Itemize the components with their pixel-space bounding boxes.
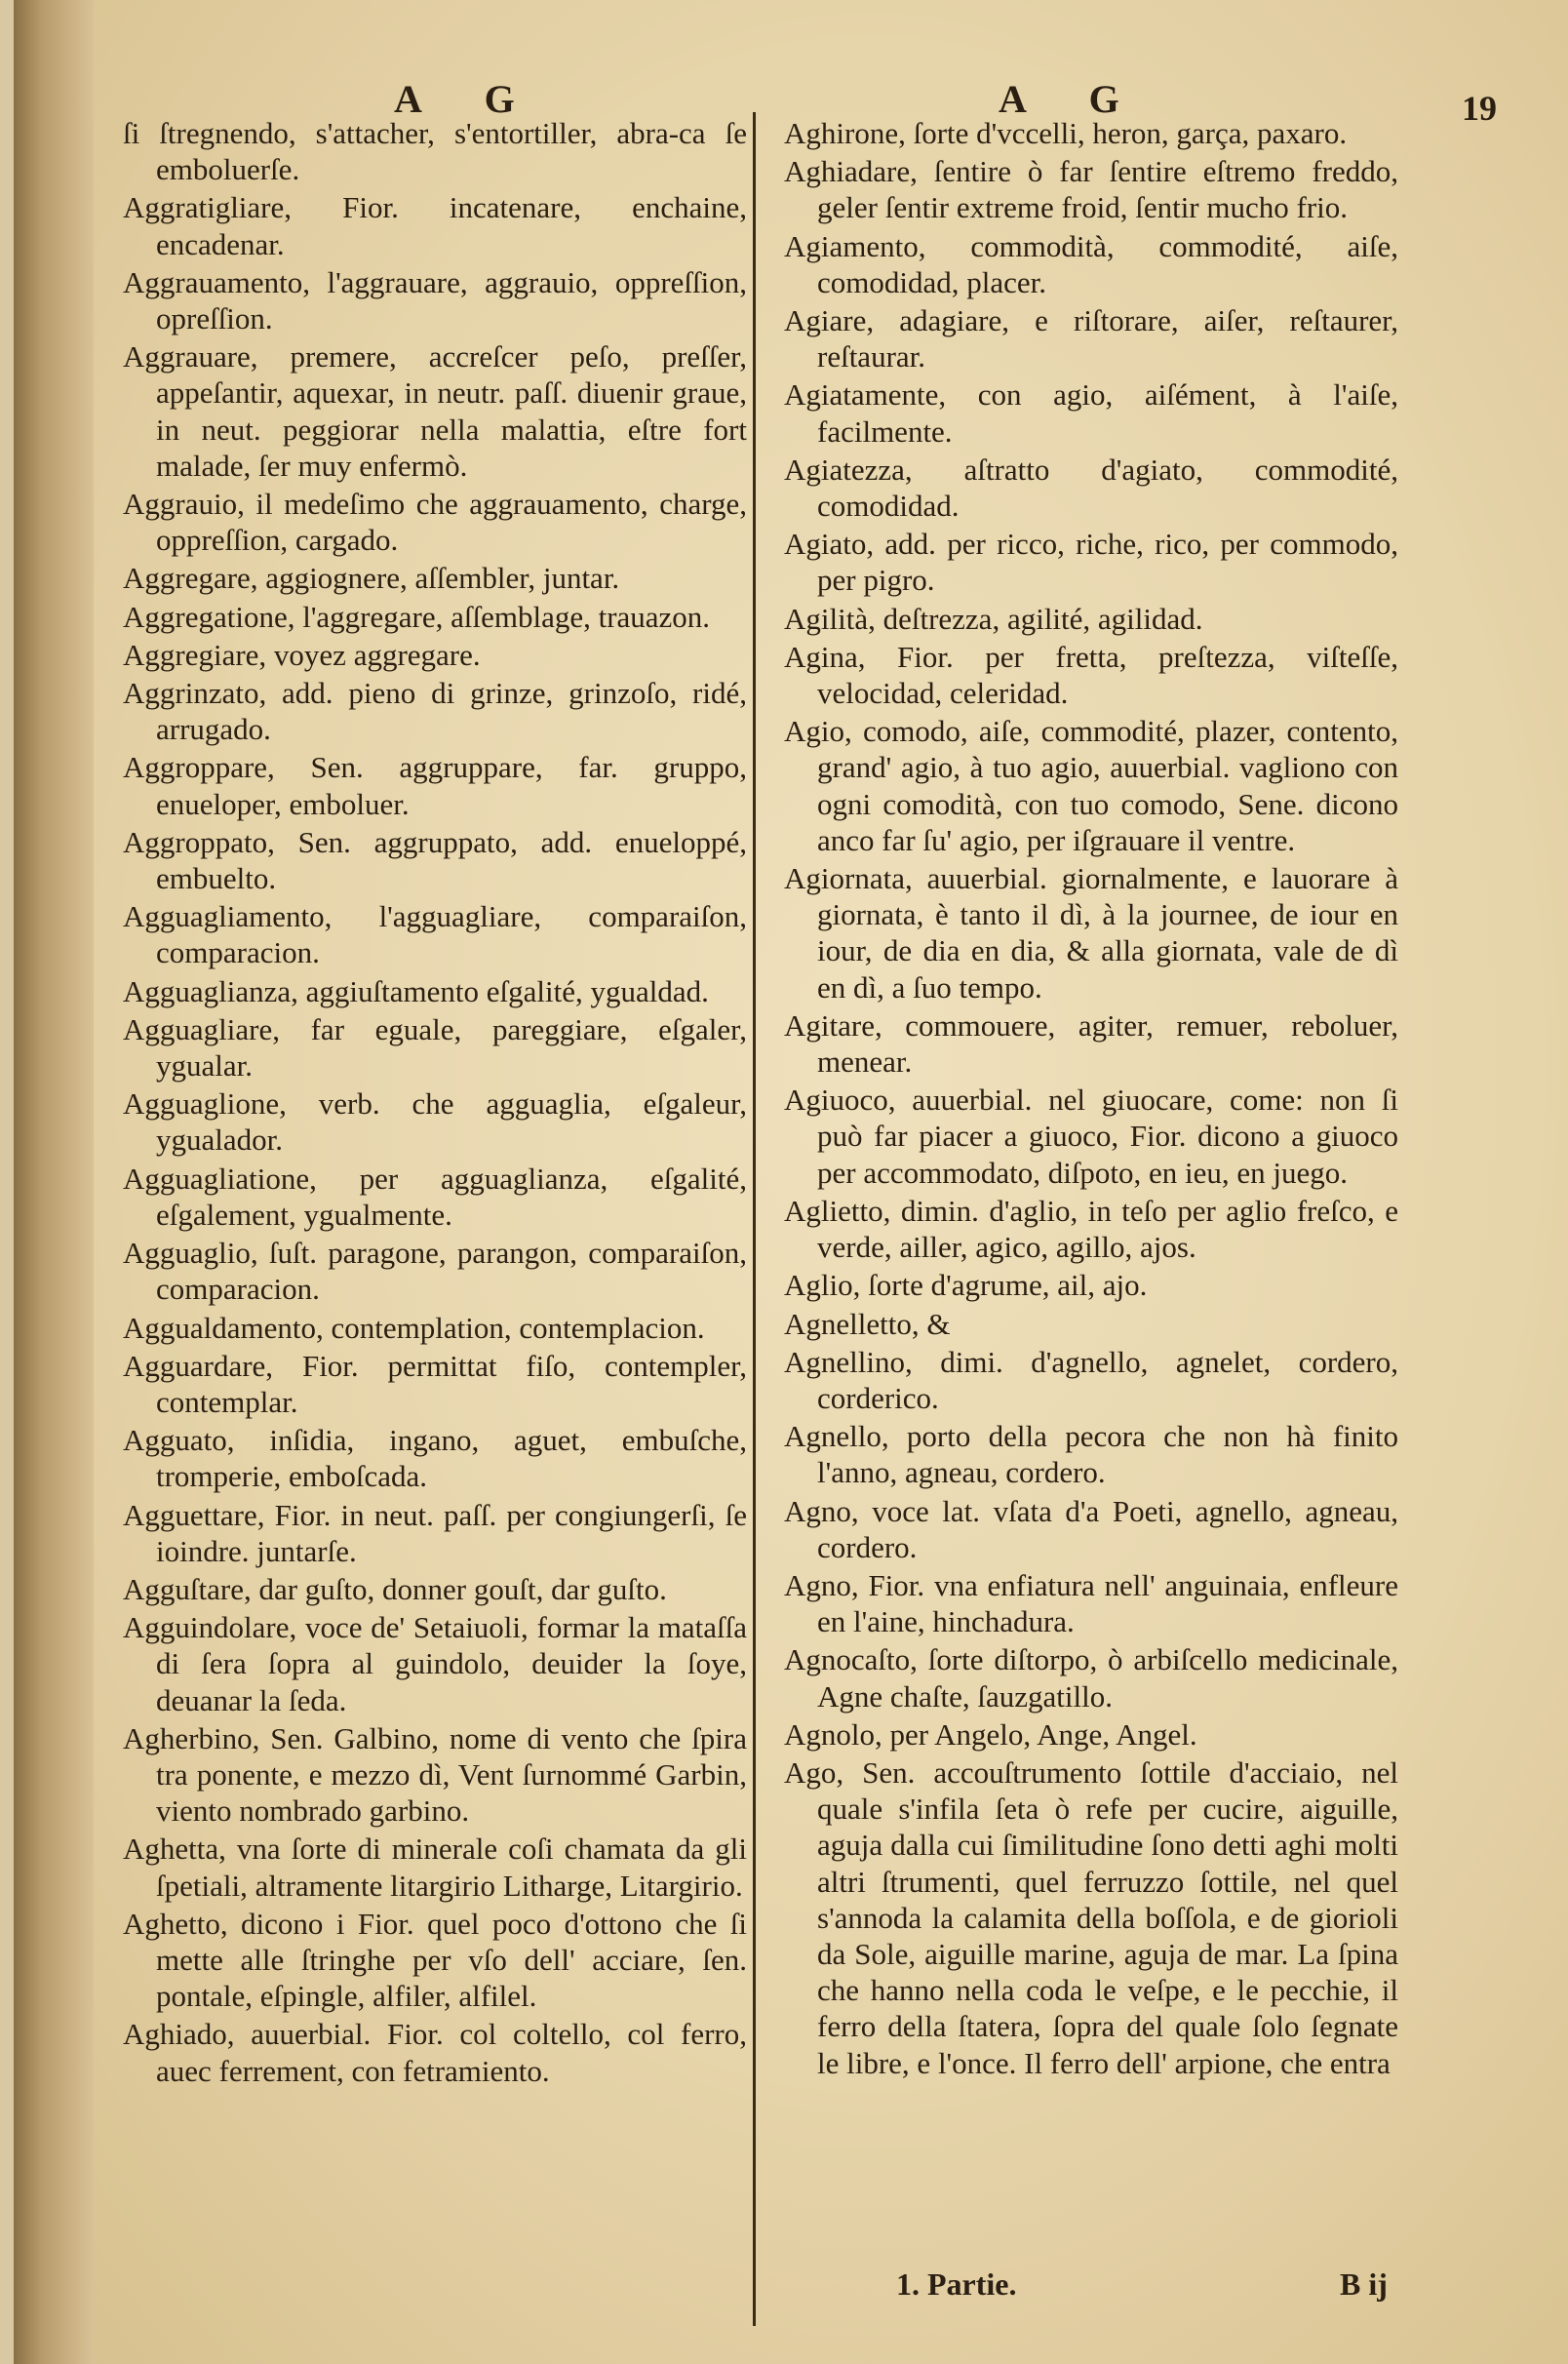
signature-mark: 1. Partie. [896, 2266, 1017, 2302]
quire-mark: B ij [1340, 2266, 1388, 2302]
dictionary-entry: Aghetta, vna ſorte di minerale coſi chamata da gli ſpetiali, altramente litargirio Litharge, Litargirio. [123, 1832, 747, 1903]
dictionary-entry: ſi ſtregnendo, s'attacher, s'entortiller, abra-ca ſe emboluerſe. [123, 116, 747, 187]
dictionary-entry: Agguagliatione, per agguaglianza, eſgalité, eſgalement, ygualmente. [123, 1161, 747, 1232]
dictionary-entry: Aggrauamento, l'aggrauare, aggrauio, oppreſſion, opreſſion. [123, 264, 747, 336]
dictionary-entry: Agiato, add. per ricco, riche, rico, per commodo, per pigro. [784, 527, 1398, 598]
dictionary-entry: Aggrauare, premere, accreſcer peſo, preſſer, appeſantir, aquexar, in neutr. paſſ. diuenir graue, in neut. peggiorar nella malattia, eſtre fort malade, ſer muy enfermò. [123, 339, 747, 483]
dictionary-entry: Aggroppare, Sen. aggruppare, far. gruppo, enueloper, emboluer. [123, 750, 747, 821]
column-divider [753, 112, 756, 2326]
previous-page-edge [14, 0, 94, 2364]
dictionary-entry: Aghiado, auuerbial. Fior. col coltello, col ferro, auec ferrement, con fetramiento. [123, 2017, 747, 2088]
dictionary-entry: Aglio, ſorte d'agrume, ail, ajo. [784, 1268, 1148, 1303]
page-number: 19 [1462, 89, 1497, 128]
dictionary-entry: Agguagliare, far eguale, pareggiare, eſgaler, ygualar. [123, 1011, 747, 1084]
running-head-left: A G [394, 77, 542, 121]
left-column [123, 115, 747, 2091]
dictionary-entry: Agnolo, per Angelo, Ange, Angel. [784, 1716, 1197, 1752]
dictionary-entry: Aggrauio, il medeſimo che aggrauamento, charge, oppreſſion, cargado. [123, 487, 747, 558]
dictionary-entry: Agiornata, auuerbial. giornalmente, e lauorare à giornata, è tanto il dì, à la journee, de iour en iour, de dia en dia, & alla giornata, vale de dì en dì, a ſuo tempo. [784, 861, 1398, 1005]
dictionary-entry: Agguindolare, voce de' Setaiuoli, formar la mataſſa di ſera ſopra al guindolo, deuider la ſoye, deuanar la ſeda. [123, 1610, 747, 1717]
dictionary-entry: Aggregiare, voyez aggregare. [123, 637, 481, 672]
dictionary-entry: Agio, comodo, aiſe, commodité, plazer, contento, grand' agio, à tuo agio, auuerbial. vagliono con ogni comodità, con tuo comodo, Sene. dicono anco far ſu' agio, per iſgrauare il ventre. [784, 714, 1398, 857]
dictionary-entry: Agguaglio, ſuſt. paragone, parangon, comparaiſon, comparacion. [123, 1236, 747, 1307]
dictionary-entry: Agnelletto, & [784, 1306, 951, 1341]
running-head-right: A G [999, 77, 1147, 121]
dictionary-entry: Agno, voce lat. vſata d'a Poeti, agnello, agneau, cordero. [784, 1493, 1398, 1564]
dictionary-entry: Agguagliamento, l'agguagliare, comparaiſon, comparacion. [123, 899, 747, 970]
dictionary-entry: Agguaglianza, aggiuſtamento eſgalité, ygualdad. [123, 973, 709, 1008]
dictionary-entry: Aggregare, aggiognere, aſſembler, juntar. [123, 561, 620, 596]
dictionary-entry: Agiare, adagiare, e riſtorare, aiſer, reſtaurer, reſtaurar. [784, 303, 1398, 374]
dictionary-entry: Agguaglione, verb. che agguaglia, eſgaleur, ygualador. [123, 1086, 747, 1158]
dictionary-entry: Agnello, porto della pecora che non hà finito l'anno, agneau, cordero. [784, 1419, 1398, 1490]
dictionary-entry: Agiamento, commodità, commodité, aiſe, comodidad, placer. [784, 228, 1398, 299]
dictionary-entry: Aglietto, dimin. d'aglio, in teſo per aglio freſco, e verde, ailler, agico, agillo, ajos. [784, 1193, 1398, 1265]
dictionary-entry: Agherbino, Sen. Galbino, nome di vento che ſpira tra ponente, e mezzo dì, Vent ſurnommé Garbin, viento nombrado garbino. [123, 1720, 747, 1829]
dictionary-entry: Aggualdamento, contemplation, contemplacion. [123, 1310, 705, 1345]
dictionary-entry: Agina, Fior. per fretta, preſtezza, viſteſſe, velocidad, celeridad. [784, 639, 1398, 711]
dictionary-entry: Ago, Sen. accouſtrumento ſottile d'acciaio, nel quale s'infila ſeta ò refe per cucire, aiguille, aguja dalla cui ſimilitudine ſono detti aghi molti altri ſtrumenti, quel ferruzzo ſottile, nel quel s'annoda la calamita della boſſola, e de giorioli da Sole, aiguille marine, aguja de mar. La ſpina che hanno nella coda le veſpe, e le pecchie, il ferro della ſtatera, ſopra del quale ſolo ſegnate le libre, e l'once. Il ferro dell' arpione, che entra [784, 1754, 1398, 2080]
dictionary-entry: Aggregatione, l'aggregare, aſſemblage, trauazon. [123, 599, 711, 634]
dictionary-entry: Aghirone, ſorte d'vccelli, heron, garça, paxaro. [784, 116, 1348, 150]
dictionary-entry: Aghiadare, ſentire ò far ſentire eſtremo freddo, geler ſentir extreme froid, ſentir mucho frio. [784, 154, 1398, 225]
dictionary-entry: Agiuoco, auuerbial. nel giuocare, come: non ſi può far piacer a giuoco, Fior. dicono a giuoco per accommodato, diſpoto, en ieu, en juego. [784, 1083, 1398, 1190]
dictionary-entry: Agguettare, Fior. in neut. paſſ. per congiungerſi, ſe ioindre. juntarſe. [123, 1497, 747, 1568]
dictionary-entry: Aggrinzato, add. pieno di grinze, grinzoſo, ridé, arrugado. [123, 676, 747, 747]
dictionary-entry: Agiatezza, aſtratto d'agiato, commodité, comodidad. [784, 452, 1398, 524]
right-column [784, 115, 1398, 2083]
dictionary-entry: Agnocaſto, ſorte diſtorpo, ò arbiſcello medicinale, Agne chaſte, ſauzgatillo. [784, 1642, 1398, 1714]
dictionary-entry: Agilità, deſtrezza, agilité, agilidad. [784, 601, 1203, 636]
dictionary-entry: Agiatamente, con agio, aiſément, à l'aiſe, facilmente. [784, 377, 1398, 449]
dictionary-entry: Aghetto, dicono i Fior. quel poco d'ottono che ſi mette alle ſtringhe per vſo dell' acciare, ſen. pontale, eſpingle, alfiler, alfilel. [123, 1906, 747, 2014]
dictionary-entry: Aggratigliare, Fior. incatenare, enchaine, encadenar. [123, 190, 747, 261]
dictionary-entry: Agitare, commouere, agiter, remuer, reboluer, menear. [784, 1007, 1398, 1080]
book-page [14, 0, 1568, 2364]
dictionary-entry: Agguardare, Fior. permittat fiſo, contempler, contemplar. [123, 1348, 747, 1419]
dictionary-entry: Agguato, inſidia, ingano, aguet, embuſche, tromperie, emboſcada. [123, 1423, 747, 1494]
dictionary-entry: Agnellino, dimi. d'agnello, agnelet, cordero, corderico. [784, 1344, 1398, 1415]
dictionary-entry: Agguſtare, dar guſto, donner gouſt, dar guſto. [123, 1571, 667, 1606]
dictionary-entry: Aggroppato, Sen. aggruppato, add. enueloppé, embuelto. [123, 824, 747, 896]
dictionary-entry: Agno, Fior. vna enfiatura nell' anguinaia, enfleure en l'aine, hinchadura. [784, 1567, 1398, 1639]
